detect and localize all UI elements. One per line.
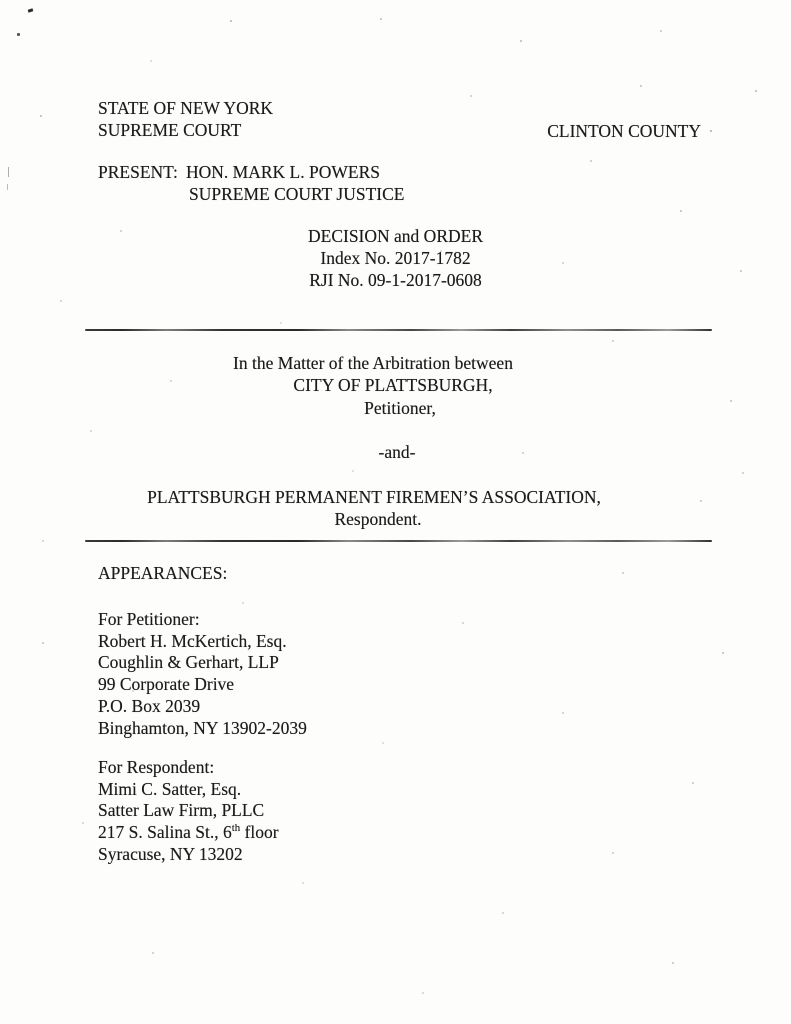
index-number: Index No. 2017-1782: [320, 248, 471, 268]
scan-noise-specks: [0, 0, 2, 2]
scan-artifact-mark: [28, 8, 34, 12]
judge-title: SUPREME COURT JUSTICE: [189, 184, 405, 204]
respondent-attorney: Mimi C. Satter, Esq.: [98, 778, 242, 799]
petitioner-designation: Petitioner,: [364, 397, 436, 418]
present-label: PRESENT:: [98, 162, 178, 182]
horizontal-rule-bottom: [85, 540, 712, 542]
for-respondent-label: For Respondent:: [98, 757, 215, 777]
present-justice-block: [186, 161, 404, 205]
decision-order-block: [0, 225, 791, 291]
scan-artifact-mark: [7, 184, 8, 190]
caption-intro: In the Matter of the Arbitration between: [233, 353, 513, 373]
rji-number: RJI No. 09-1-2017-0608: [309, 270, 482, 290]
ordinal-superscript: th: [231, 822, 241, 835]
petitioner-address-line2: P.O. Box 2039: [98, 695, 201, 716]
state-line: STATE OF NEW YORK: [98, 98, 274, 118]
county-line: CLINTON COUNTY: [547, 121, 701, 141]
petitioner-name: CITY OF PLATTSBURGH,: [293, 375, 493, 396]
decision-title: DECISION and ORDER: [308, 226, 483, 246]
case-caption: [0, 352, 772, 530]
horizontal-rule-top: [85, 329, 712, 331]
respondent-name: PLATTSBURGH PERMANENT FIREMEN’S ASSOCIATION,: [147, 486, 601, 507]
caption-connector: -and-: [378, 442, 416, 463]
scan-artifact-mark: [8, 167, 9, 177]
petitioner-attorney: Robert H. McKertich, Esq.: [98, 630, 287, 651]
address-pre: 217 S. Salina St., 6: [98, 822, 232, 843]
petitioner-appearance-block: [98, 609, 307, 739]
respondent-appearance-block: [98, 757, 279, 866]
appearances-heading: APPEARANCES:: [98, 563, 228, 583]
respondent-address-line1: [98, 822, 279, 844]
judge-name: HON. MARK L. POWERS: [186, 162, 380, 182]
respondent-firm: Satter Law Firm, PLLC: [98, 800, 265, 821]
scan-artifact-mark: [17, 33, 20, 36]
petitioner-firm: Coughlin & Gerhart, LLP: [98, 652, 279, 673]
petitioner-address-line3: Binghamton, NY 13902-2039: [98, 717, 307, 738]
court-line: SUPREME COURT: [98, 120, 242, 140]
respondent-address-line2: Syracuse, NY 13202: [98, 843, 243, 864]
court-heading: [98, 97, 273, 141]
address-post: floor: [240, 822, 279, 843]
for-petitioner-label: For Petitioner:: [98, 609, 200, 629]
petitioner-address-line1: 99 Corporate Drive: [98, 674, 235, 695]
respondent-designation: Respondent.: [334, 509, 422, 530]
